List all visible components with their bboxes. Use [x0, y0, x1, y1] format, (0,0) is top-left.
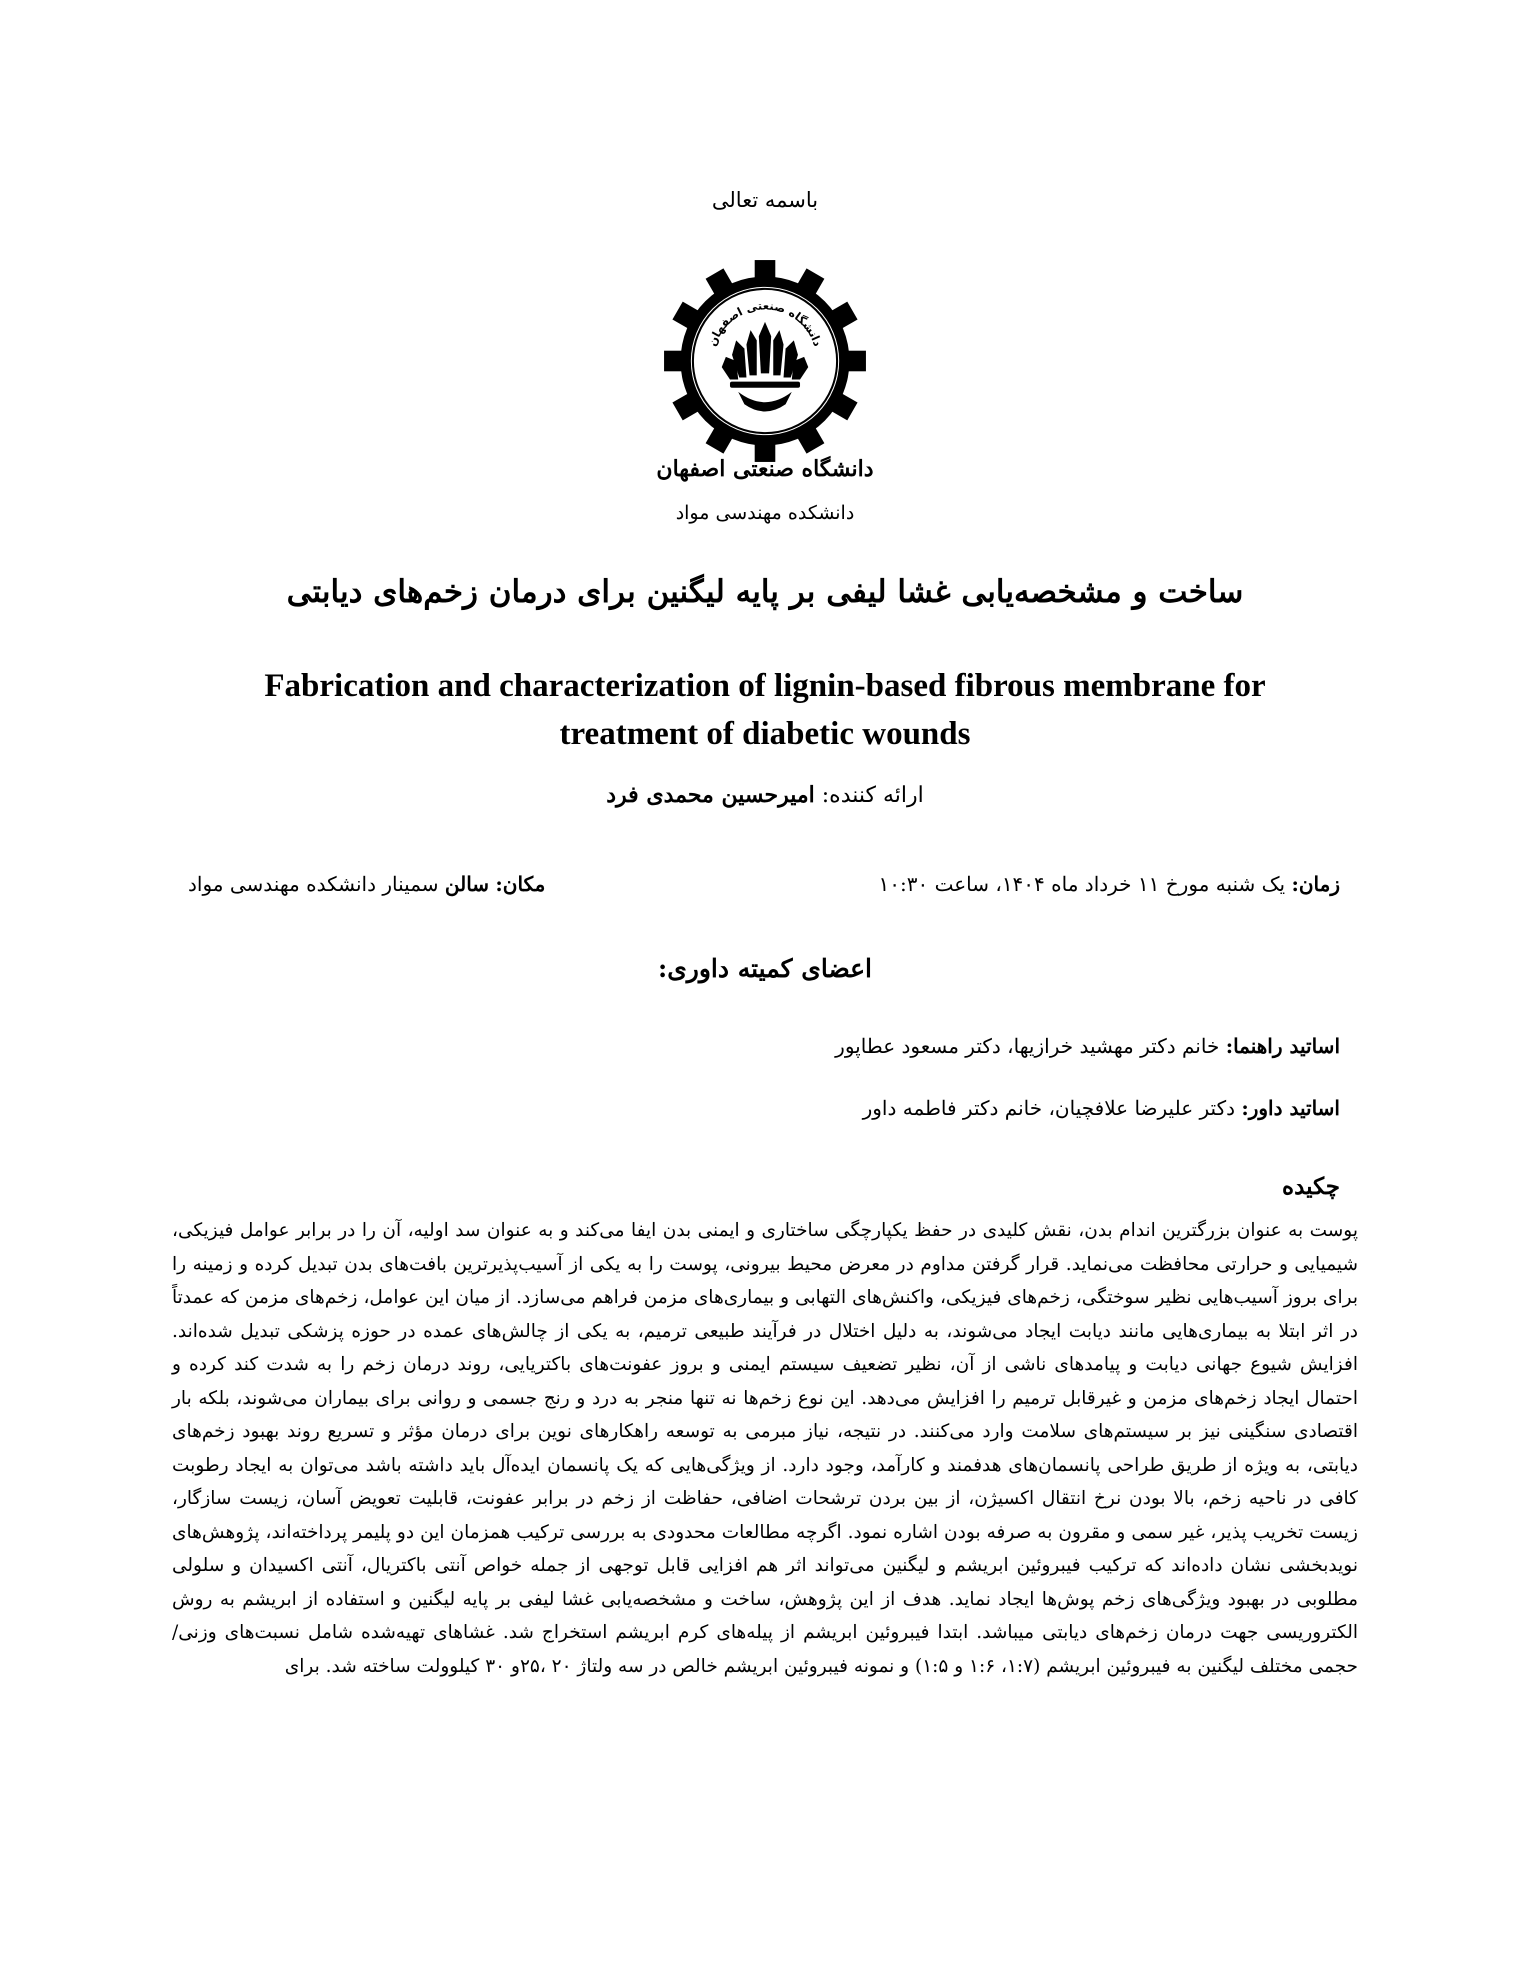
time-label: زمان: — [1291, 872, 1340, 896]
abstract-heading: چکیده — [1282, 1173, 1340, 1200]
place-hall: سالن — [444, 872, 490, 896]
presenter-name: امیرحسین محمدی فرد — [606, 782, 815, 808]
session-place — [188, 872, 545, 896]
university-name: دانشگاه صنعتی اصفهان — [656, 456, 874, 482]
place-value: سمینار دانشکده مهندسی مواد — [188, 872, 439, 896]
university-seal-icon — [662, 258, 868, 464]
committee-heading: اعضای کمیته داوری: — [657, 954, 872, 983]
thesis-title-persian: ساخت و مشخصه‌یابی غشا لیفی بر پایه لیگنین برای درمان زخم‌های دیابتی — [286, 574, 1244, 610]
session-time — [879, 872, 1341, 896]
svg-text:دانشگاه صنعتی اصفهان: دانشگاه صنعتی اصفهان — [704, 298, 826, 349]
advisors-value: خانم دکتر مهشید خرازیها، دکتر مسعود عطاپور — [835, 1034, 1220, 1058]
referees-value: دکتر علیرضا علافچیان، خانم دکتر فاطمه داور — [862, 1096, 1235, 1120]
advisors-label: اساتید راهنما: — [1225, 1034, 1340, 1058]
time-value: یک شنبه مورخ ۱۱ خرداد ماه ۱۴۰۴، ساعت ۱۰:۳۰ — [878, 872, 1286, 896]
abstract-body: پوست به عنوان بزرگترین اندام بدن، نقش کلیدی در حفظ یکپارچگی ساختاری و ایمنی بدن ایفا می‌کند و به عنوان سد اولیه، آن را در برابر عوامل فیزیکی، شیمیایی و حرارتی محافظت می‌نماید. قرار گرفتن مداوم در معرض محیط بیرونی، پوست را به یکی از آسیب‌پذیرترین بافت‌های بدن تبدیل کرده و زمینه را برای بروز آسیب‌هایی نظیر سوختگی، زخم‌های فیزیکی، واکنش‌های التهابی و بیماری‌های مزمن فراهم می‌سازد. از میان این عوامل، زخم‌های مزمن که عمدتاً در اثر ابتلا به بیماری‌هایی مانند دیابت ایجاد می‌شوند، به دلیل اختلال در فرآیند طبیعی ترمیم، به یکی از چالش‌های عمده در حوزه پزشکی تبدیل شده‌اند. افزایش شیوع جهانی دیابت و پیامدهای ناشی از آن، نظیر تضعیف سیستم ایمنی و بروز عفونت‌های باکتریایی، روند درمان زخم را به شدت کند کرده و احتمال ایجاد زخم‌های مزمن و غیرقابل ترمیم را افزایش می‌دهد. این نوع زخم‌ها نه تنها منجر به درد و رنج جسمی و روانی برای بیماران می‌شوند، بلکه بار اقتصادی سنگینی نیز بر سیستم‌های سلامت وارد می‌کنند. در نتیجه، نیاز مبرمی به توسعه راهکارهای نوین برای درمان مؤثر و تسریع روند بهبود زخم‌های دیابتی، به ویژه از طریق طراحی پانسمان‌های هدفمند و کارآمد، وجود دارد. از ویژگی‌هایی که یک پانسمان ایده‌آل باید داشته باشد می‌توان به ایجاد رطوبت کافی در ناحیه زخم، بالا بودن نرخ انتقال اکسیژن، از بین بردن ترشحات اضافی، حفاظت از زخم در برابر عفونت، قابلیت تعویض آسان، زیست سازگار، زیست تخریب پذیر، غیر سمی و مقرون به صرفه بودن اشاره نمود. اگرچه مطالعات محدودی به بررسی ترکیب همزمان این دو پلیمر پرداخته‌اند، پژوهش‌های نویدبخشی نشان داده‌اند که ترکیب فیبروئین ابریشم و لیگنین می‌تواند اثر هم افزایی قابل توجهی از جمله خواص آنتی باکتریال، آنتی اکسیدان و سلولی مطلوبی در بهبود ویژگی‌های زخم پوش‌ها ایجاد نماید. هدف از این پژوهش، ساخت و مشخصه‌یابی غشا لیفی بر پایه لیگنین و استفاده از ابریشم به روش الکتروریسی جهت درمان زخم‌های دیابتی میباشد. ابتدا فیبروئین ابریشم از پیله‌های کرم ابریشم استخراج شد. غشاهای تهیه‌شده شامل نسبت‌های وزنی/حجمی مختلف لیگنین به فیبروئین ابریشم (۱:۷، ۱:۶ و ۱:۵) و نمونه فیبروئین ابریشم خالص در سه ولتاژ ۲۰ ،۲۵و ۳۰ کیلوولت ساخته شد. برای — [172, 1220, 1358, 1677]
referees-line — [863, 1096, 1340, 1120]
advisors-line — [835, 1034, 1340, 1058]
referees-label: اساتید داور: — [1241, 1096, 1340, 1120]
thesis-title-english: Fabrication and characterization of lignin-based fibrous membrane for treatment of diabetic wounds — [264, 668, 1266, 752]
presenter-label: ارائه کننده: — [821, 783, 924, 808]
bismillah-heading: باسمه تعالی — [711, 188, 819, 212]
place-label: مکان: — [495, 872, 546, 896]
presenter-line — [0, 782, 1530, 808]
faculty-name: دانشکده مهندسی مواد — [675, 502, 855, 524]
